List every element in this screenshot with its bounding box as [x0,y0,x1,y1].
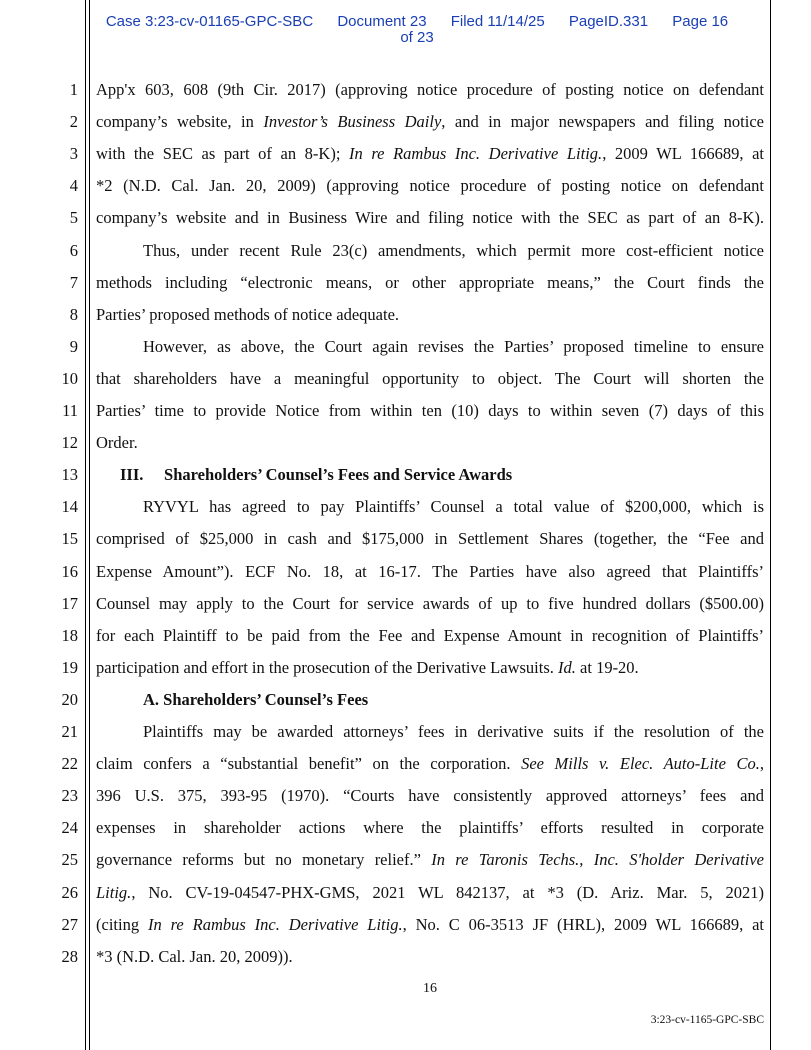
text-line [143,722,764,742]
text-span: Counsel may apply to the Court for service awards of up to five hundred dollars ($500.00) [96,593,764,613]
line-number: 26 [61,882,78,902]
text-line [96,947,764,967]
text-span: claim confers a “substantial benefit” on the corporation. [96,754,522,774]
citation-text: Id. [558,657,576,677]
text-span: (citing [96,914,148,934]
line-number: 14 [61,497,78,517]
heading-text: A. Shareholders’ Counsel’s Fees [143,689,369,709]
text-line [96,369,764,389]
line-number: 5 [69,208,78,228]
text-line [96,915,764,935]
text-line [96,850,764,870]
line-number: 11 [62,401,78,420]
text-span: for each Plaintiff to be paid from the Fee and Expense Amount in recognition of Plaintiffs’ [96,625,764,645]
text-line [96,208,764,228]
line-number: 24 [61,818,78,838]
line-number: 21 [61,722,78,741]
text-line [96,305,764,325]
text-line [96,433,764,453]
citation-text: Litig. [96,882,132,902]
text-line [143,337,764,357]
line-number: 25 [61,850,78,870]
text-line [96,658,764,678]
text-span: participation and effort in the prosecution of the Derivative Lawsuits. [96,657,559,677]
citation-text: In re Rambus Inc. Derivative Litig. [349,144,603,164]
text-line [96,273,764,293]
text-span: Thus, under recent Rule 23(c) amendments, which permit more cost-efficient notice [143,240,764,260]
right-margin-rule [770,0,771,1050]
text-line [120,465,760,485]
line-number: 28 [61,946,78,966]
text-line [96,529,764,549]
text-line [96,144,764,164]
text-line [96,594,764,614]
text-line [96,818,764,838]
text-span: with the SEC as part of an 8-K); [96,144,350,164]
line-number: 27 [61,914,78,934]
text-span: Plaintiffs may be awarded attorneys’ fees in derivative suits if the resolution of the [143,722,764,741]
text-line [96,112,764,132]
text-span: , [759,754,765,774]
text-span: App'x 603, 608 (9th Cir. 2017) (approving notice procedure of posting notice on defendant [96,80,764,99]
line-number: 16 [61,561,78,581]
text-span: *3 (N.D. Cal. Jan. 20, 2009)). [96,946,293,966]
heading-text: III. Shareholders’ Counsel’s Fees and Service Awards [120,465,513,485]
text-span: RYVYL has agreed to pay Plaintiffs’ Counsel a total value of $200,000, which is [143,497,764,517]
header-document: Document 23 [337,13,427,30]
text-line [96,401,764,421]
text-line [96,754,764,774]
line-number: 22 [61,754,78,774]
header-of: of 23 [400,29,434,46]
text-span: Parties’ time to provide Notice from within ten (10) days to within seven (7) days of this [96,401,764,420]
line-number: 9 [69,336,78,356]
line-number: 23 [61,786,78,806]
text-span: , No. C 06-3513 JF (HRL), 2009 WL 166689, at [402,914,764,934]
text-span: However, as above, the Court again revises the Parties’ proposed timeline to ensure [143,336,764,356]
line-number: 18 [61,625,78,645]
text-span: company’s website and in Business Wire and filing notice with the SEC as part of an 8-K). [96,208,764,228]
text-span: expenses in shareholder actions where the plaintiffs’ efforts resulted in corporate [96,818,764,838]
header-case: Case 3:23-cv-01165-GPC-SBC [105,13,314,30]
ecf-header [82,14,752,46]
line-number: 19 [61,657,78,677]
text-span: Order. [96,433,138,453]
text-line [143,690,763,710]
text-span: governance reforms but no monetary relief.” [96,850,432,870]
citation-text: In re Taronis Techs., Inc. S'holder Derivative [431,850,764,870]
line-number: 2 [69,112,78,132]
text-line [96,626,764,646]
citation-text: In re Rambus Inc. Derivative Litig. [147,914,403,934]
text-line [96,80,764,100]
page-number: 16 [423,981,437,996]
text-span: , No. CV-19-04547-PHX-GMS, 2021 WL 842137, at *3 (D. Ariz. Mar. 5, 2021) [131,882,764,902]
left-margin-rule-2 [89,0,90,1050]
text-span: comprised of $25,000 in cash and $175,000 in Settlement Shares (together, the “Fee and [96,529,764,549]
text-span: Expense Amount”). ECF No. 18, at 16-17. The Parties have also agreed that Plaintiffs’ [96,561,764,581]
text-span: , 2009 WL 166689, at [602,144,764,164]
header-pageid: PageID.331 [568,13,649,30]
header-filed: Filed 11/14/25 [450,13,545,30]
text-line [96,883,764,903]
text-span: company’s website, in [96,112,264,132]
line-number: 7 [69,272,78,292]
line-number: 3 [69,144,78,164]
text-line [143,497,764,517]
citation-text: Investor’s Business Daily [263,112,442,132]
text-span: that shareholders have a meaningful opportunity to object. The Court will shorten the [96,368,764,388]
text-span: Parties’ proposed methods of notice adequate. [96,304,400,324]
text-span: 396 U.S. 375, 393-95 (1970). “Courts have consistently approved attorneys’ fees and [96,786,764,806]
text-span: methods including “electronic means, or other appropriate means,” the Court finds the [96,272,764,292]
header-page: Page 16 [672,13,729,30]
line-number: 15 [61,529,78,549]
citation-text: See Mills v. Elec. Auto-Lite Co. [521,754,760,774]
text-line [143,241,764,261]
left-margin-rule-1 [85,0,86,1050]
line-number: 6 [69,240,78,260]
text-span: *2 (N.D. Cal. Jan. 20, 2009) (approving notice procedure of posting notice on defendant [96,176,764,196]
text-line [96,786,764,806]
line-number: 1 [69,80,78,99]
line-number: 13 [61,465,78,485]
footer-case-number: 3:23-cv-1165-GPC-SBC [650,1014,764,1026]
line-number: 4 [69,176,78,196]
line-number: 17 [61,593,78,613]
line-number: 20 [61,689,78,709]
text-span: , and in major newspapers and filing notice [441,112,764,132]
text-line [96,562,764,582]
line-number: 8 [69,304,78,324]
text-line [96,176,764,196]
line-number: 12 [61,433,78,453]
line-number: 10 [61,368,78,388]
text-span: at 19-20. [575,657,639,677]
